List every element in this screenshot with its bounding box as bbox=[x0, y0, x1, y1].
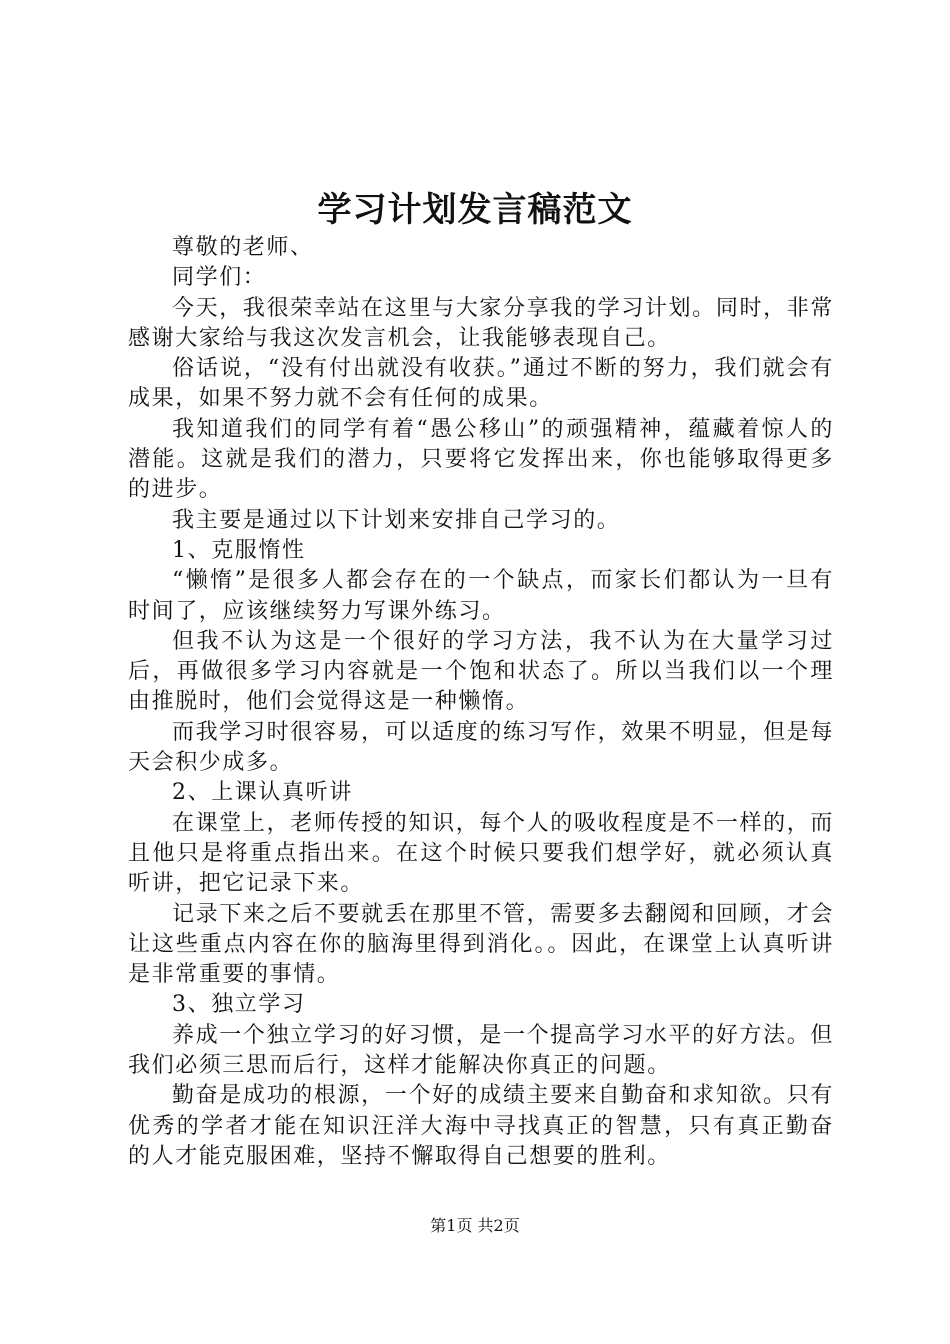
paragraph-greeting-teachers: 尊敬的老师、 bbox=[172, 235, 314, 260]
page-number-footer: 第1页 共2页 bbox=[430, 1216, 520, 1235]
paragraph-greeting-classmates: 同学们： bbox=[172, 265, 267, 291]
paragraph-review: 记录下来之后不要就丢在那里不管，需要多去翻阅和回顾，才会让这些重点内容在你的脑海里得到消化。。因此，在课堂上认真听讲是非常重要的事情。 bbox=[128, 901, 834, 988]
paragraph-practice: 而我学习时很容易，可以适度的练习写作，效果不明显，但是每天会积少成多。 bbox=[128, 719, 834, 776]
document-body bbox=[128, 233, 834, 1172]
paragraph-method: 但我不认为这是一个很好的学习方法，我不认为在大量学习过后，再做很多学习内容就是一个饱和状态了。所以当我们以一个理由推脱时，他们会觉得这是一种懒惰。 bbox=[128, 628, 834, 715]
section-heading-2: 2、上课认真听讲 bbox=[172, 780, 353, 806]
section-heading-1: 1、克服惰性 bbox=[172, 537, 306, 563]
paragraph-potential: 我知道我们的同学有着“愚公移山”的顽强精神，蕴藏着惊人的潜能。这就是我们的潜力，只要将它发挥出来，你也能够取得更多的进步。 bbox=[128, 416, 834, 503]
document-title: 学习计划发言稿范文 bbox=[317, 190, 633, 230]
paragraph-independent: 养成一个独立学习的好习惯，是一个提高学习水平的好方法。但我们必须三思而后行，这样才能解决你真正的问题。 bbox=[128, 1022, 834, 1079]
paragraph-intro: 今天，我很荣幸站在这里与大家分享我的学习计划。同时，非常感谢大家给与我这次发言机会，让我能够表现自己。 bbox=[128, 295, 834, 351]
paragraph-classroom: 在课堂上，老师传授的知识，每个人的吸收程度是不一样的，而且他只是将重点指出来。在这个时候只要我们想学好，就必须认真听讲，把它记录下来。 bbox=[128, 810, 834, 897]
paragraph-plan-intro: 我主要是通过以下计划来安排自己学习的。 bbox=[172, 507, 621, 533]
paragraph-laziness: “懒惰”是很多人都会存在的一个缺点，而家长们都认为一旦有时间了，应该继续努力写课外练习。 bbox=[128, 568, 834, 624]
section-heading-3: 3、独立学习 bbox=[172, 992, 306, 1018]
paragraph-diligence: 勤奋是成功的根源，一个好的成绩主要来自勤奋和求知欲。只有优秀的学者才能在知识汪洋大海中寻找真正的智慧，只有真正勤奋的人才能克服困难，坚持不懈取得自己想要的胜利。 bbox=[128, 1083, 834, 1169]
paragraph-proverb: 俗话说，“没有付出就没有收获。”通过不断的努力，我们就会有成果，如果不努力就不会有任何的成果。 bbox=[128, 356, 834, 412]
